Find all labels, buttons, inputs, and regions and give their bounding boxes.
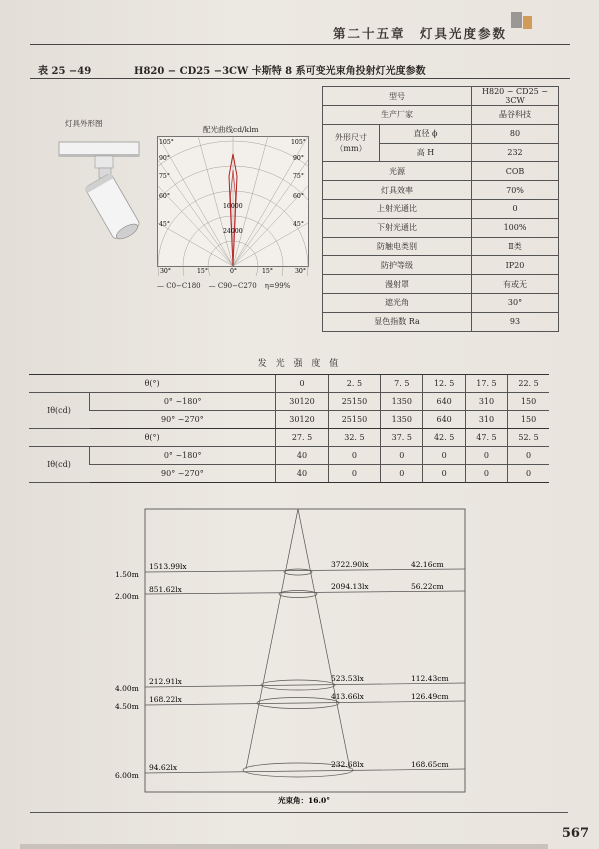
spec-label: 上射光通比 — [323, 199, 472, 218]
spec-label: 灯具效率 — [323, 181, 472, 200]
polar-angle-label: 15° — [197, 268, 208, 275]
cone-center-lux: 2094.13lx — [331, 582, 369, 591]
angle-cell: 17. 5 — [465, 375, 507, 393]
polar-value-label: 24000 — [223, 228, 243, 235]
polar-angle-label: 90° — [159, 155, 170, 162]
theta-header: θ(°) — [29, 429, 276, 447]
spec-value: 100% — [472, 218, 559, 237]
angle-cell: 2. 5 — [328, 375, 380, 393]
value-cell: 25150 — [328, 411, 380, 429]
cone-center-lux: 523.53lx — [331, 674, 364, 683]
plane-label: 0° ~180° — [90, 447, 276, 465]
page-edge — [20, 844, 548, 849]
angle-cell: 27. 5 — [276, 429, 328, 447]
polar-diagram — [157, 136, 309, 276]
angle-cell: 37. 5 — [381, 429, 423, 447]
polar-angle-label: 15° — [262, 268, 273, 275]
spec-value: 93 — [472, 312, 559, 331]
cone-edge-lux: 212.91lx — [149, 677, 182, 686]
legend-efficiency: η=99% — [264, 282, 291, 290]
value-cell: 1350 — [381, 393, 423, 411]
cone-diameter: 42.16cm — [411, 560, 444, 569]
spec-label: 漫射罩 — [323, 275, 472, 294]
footer-rule — [30, 812, 568, 813]
value-cell: 40 — [276, 465, 328, 483]
spec-label: 下射光通比 — [323, 218, 472, 237]
polar-angle-label: 105° — [291, 139, 306, 146]
value-cell: 0 — [423, 447, 465, 465]
cone-height: 4.50m — [115, 702, 139, 711]
spec-value: 70% — [472, 181, 559, 200]
spec-label: 遮光角 — [323, 293, 472, 312]
polar-angle-label: 30° — [160, 268, 171, 275]
header-rule — [30, 44, 570, 45]
header-deco-gray — [511, 12, 522, 28]
spec-value: 0 — [472, 199, 559, 218]
value-cell: 0 — [328, 447, 380, 465]
lamp-illustration — [55, 132, 170, 247]
cone-edge-lux: 851.62lx — [149, 585, 182, 594]
beam-angle-label: 光束角：16.0° — [278, 796, 331, 805]
spec-value: Ⅱ类 — [472, 237, 559, 256]
polar-legend — [157, 282, 290, 290]
spec-label: 生产厂家 — [323, 106, 472, 125]
intensity-header: Iθ(cd) — [29, 393, 90, 429]
title-rule — [30, 78, 570, 79]
value-cell: 30120 — [276, 393, 328, 411]
spec-label: 防触电类别 — [323, 237, 472, 256]
polar-angle-label: 75° — [293, 173, 304, 180]
angle-cell: 42. 5 — [423, 429, 465, 447]
spec-value: 232 — [472, 143, 559, 162]
spec-value: 晶谷科技 — [472, 106, 559, 125]
size-unit: （mm） — [335, 144, 367, 154]
polar-value-label: 16000 — [223, 203, 243, 210]
cone-center-lux: 232.68lx — [331, 760, 364, 769]
value-cell: 1350 — [381, 411, 423, 429]
cone-height: 1.50m — [115, 570, 139, 579]
cone-diameter: 56.22cm — [411, 582, 444, 591]
cone-diameter: 126.49cm — [411, 692, 449, 701]
cone-height: 2.00m — [115, 592, 139, 601]
polar-angle-label: 75° — [159, 173, 170, 180]
plane-label: 90° ~270° — [90, 411, 276, 429]
illuminance-cone-diagram — [115, 503, 495, 815]
cone-edge-lux: 168.22lx — [149, 695, 182, 704]
cone-edge-lux: 94.62lx — [149, 763, 178, 772]
value-cell: 640 — [423, 411, 465, 429]
cone-edge-lux: 1513.99lx — [149, 562, 187, 571]
spec-label: 型号 — [323, 87, 472, 106]
value-cell: 0 — [381, 447, 423, 465]
angle-cell: 12. 5 — [423, 375, 465, 393]
value-cell: 0 — [508, 465, 549, 483]
spec-value: 30° — [472, 293, 559, 312]
value-cell: 0 — [508, 447, 549, 465]
polar-angle-label: 30° — [295, 268, 306, 275]
polar-angle-label: 105° — [159, 139, 174, 146]
cone-diameter: 168.65cm — [411, 760, 449, 769]
intensity-title: 发 光 强 度 值 — [257, 359, 342, 369]
header-deco-orange — [523, 16, 532, 29]
spec-value: COB — [472, 162, 559, 181]
spec-value: 80 — [472, 124, 559, 143]
value-cell: 40 — [276, 447, 328, 465]
spec-value: IP20 — [472, 256, 559, 275]
value-cell: 0 — [381, 465, 423, 483]
angle-cell: 32. 5 — [328, 429, 380, 447]
value-cell: 25150 — [328, 393, 380, 411]
angle-cell: 7. 5 — [381, 375, 423, 393]
polar-angle-label: 45° — [159, 221, 170, 228]
cone-height: 4.00m — [115, 684, 139, 693]
legend-c0: — C0−C180 — [157, 282, 201, 290]
intensity-table — [29, 374, 549, 483]
spec-table — [322, 86, 559, 332]
legend-c90: — C90−C270 — [208, 282, 257, 290]
spec-label: 直径 ϕ — [380, 124, 472, 143]
plane-label: 0° ~180° — [90, 393, 276, 411]
cone-center-lux: 3722.90lx — [331, 560, 369, 569]
value-cell: 310 — [465, 393, 507, 411]
lamp-caption: 灯具外形图 — [65, 119, 103, 128]
plane-label: 90° ~270° — [90, 465, 276, 483]
cone-diameter: 112.43cm — [411, 674, 449, 683]
spec-label: 光源 — [323, 162, 472, 181]
polar-angle-label: 0° — [230, 268, 238, 275]
value-cell: 0 — [328, 465, 380, 483]
spec-value: 有或无 — [472, 275, 559, 294]
polar-caption: 配光曲线cd/klm — [203, 125, 259, 134]
spec-value: H820 − CD25 − 3CW — [472, 87, 559, 106]
size-label: 外形尺寸 — [335, 133, 367, 143]
intensity-header: Iθ(cd) — [29, 447, 90, 483]
value-cell: 30120 — [276, 411, 328, 429]
cone-height: 6.00m — [115, 771, 139, 780]
spec-label: 显色指数 Ra — [323, 312, 472, 331]
polar-angle-label: 45° — [293, 221, 304, 228]
table-number: 表 25 −49 — [38, 66, 92, 77]
spec-label: 防护等级 — [323, 256, 472, 275]
page-number: 567 — [561, 826, 589, 841]
polar-angle-label: 90° — [293, 155, 304, 162]
angle-cell: 22. 5 — [508, 375, 549, 393]
chapter-header: 第二十五章 灯具光度参数 — [332, 26, 507, 41]
theta-header: θ(°) — [29, 375, 276, 393]
table-title: H820 − CD25 −3CW 卡斯特 8 系可变光束角投射灯光度参数 — [134, 66, 426, 77]
angle-cell: 52. 5 — [508, 429, 549, 447]
polar-angle-label: 60° — [293, 193, 304, 200]
spec-label — [323, 124, 380, 162]
angle-cell: 47. 5 — [465, 429, 507, 447]
angle-cell: 0 — [276, 375, 328, 393]
value-cell: 150 — [508, 393, 549, 411]
spec-label: 高 H — [380, 143, 472, 162]
polar-angle-label: 60° — [159, 193, 170, 200]
value-cell: 0 — [465, 447, 507, 465]
value-cell: 150 — [508, 411, 549, 429]
value-cell: 0 — [465, 465, 507, 483]
value-cell: 310 — [465, 411, 507, 429]
cone-center-lux: 413.66lx — [331, 692, 364, 701]
value-cell: 0 — [423, 465, 465, 483]
value-cell: 640 — [423, 393, 465, 411]
